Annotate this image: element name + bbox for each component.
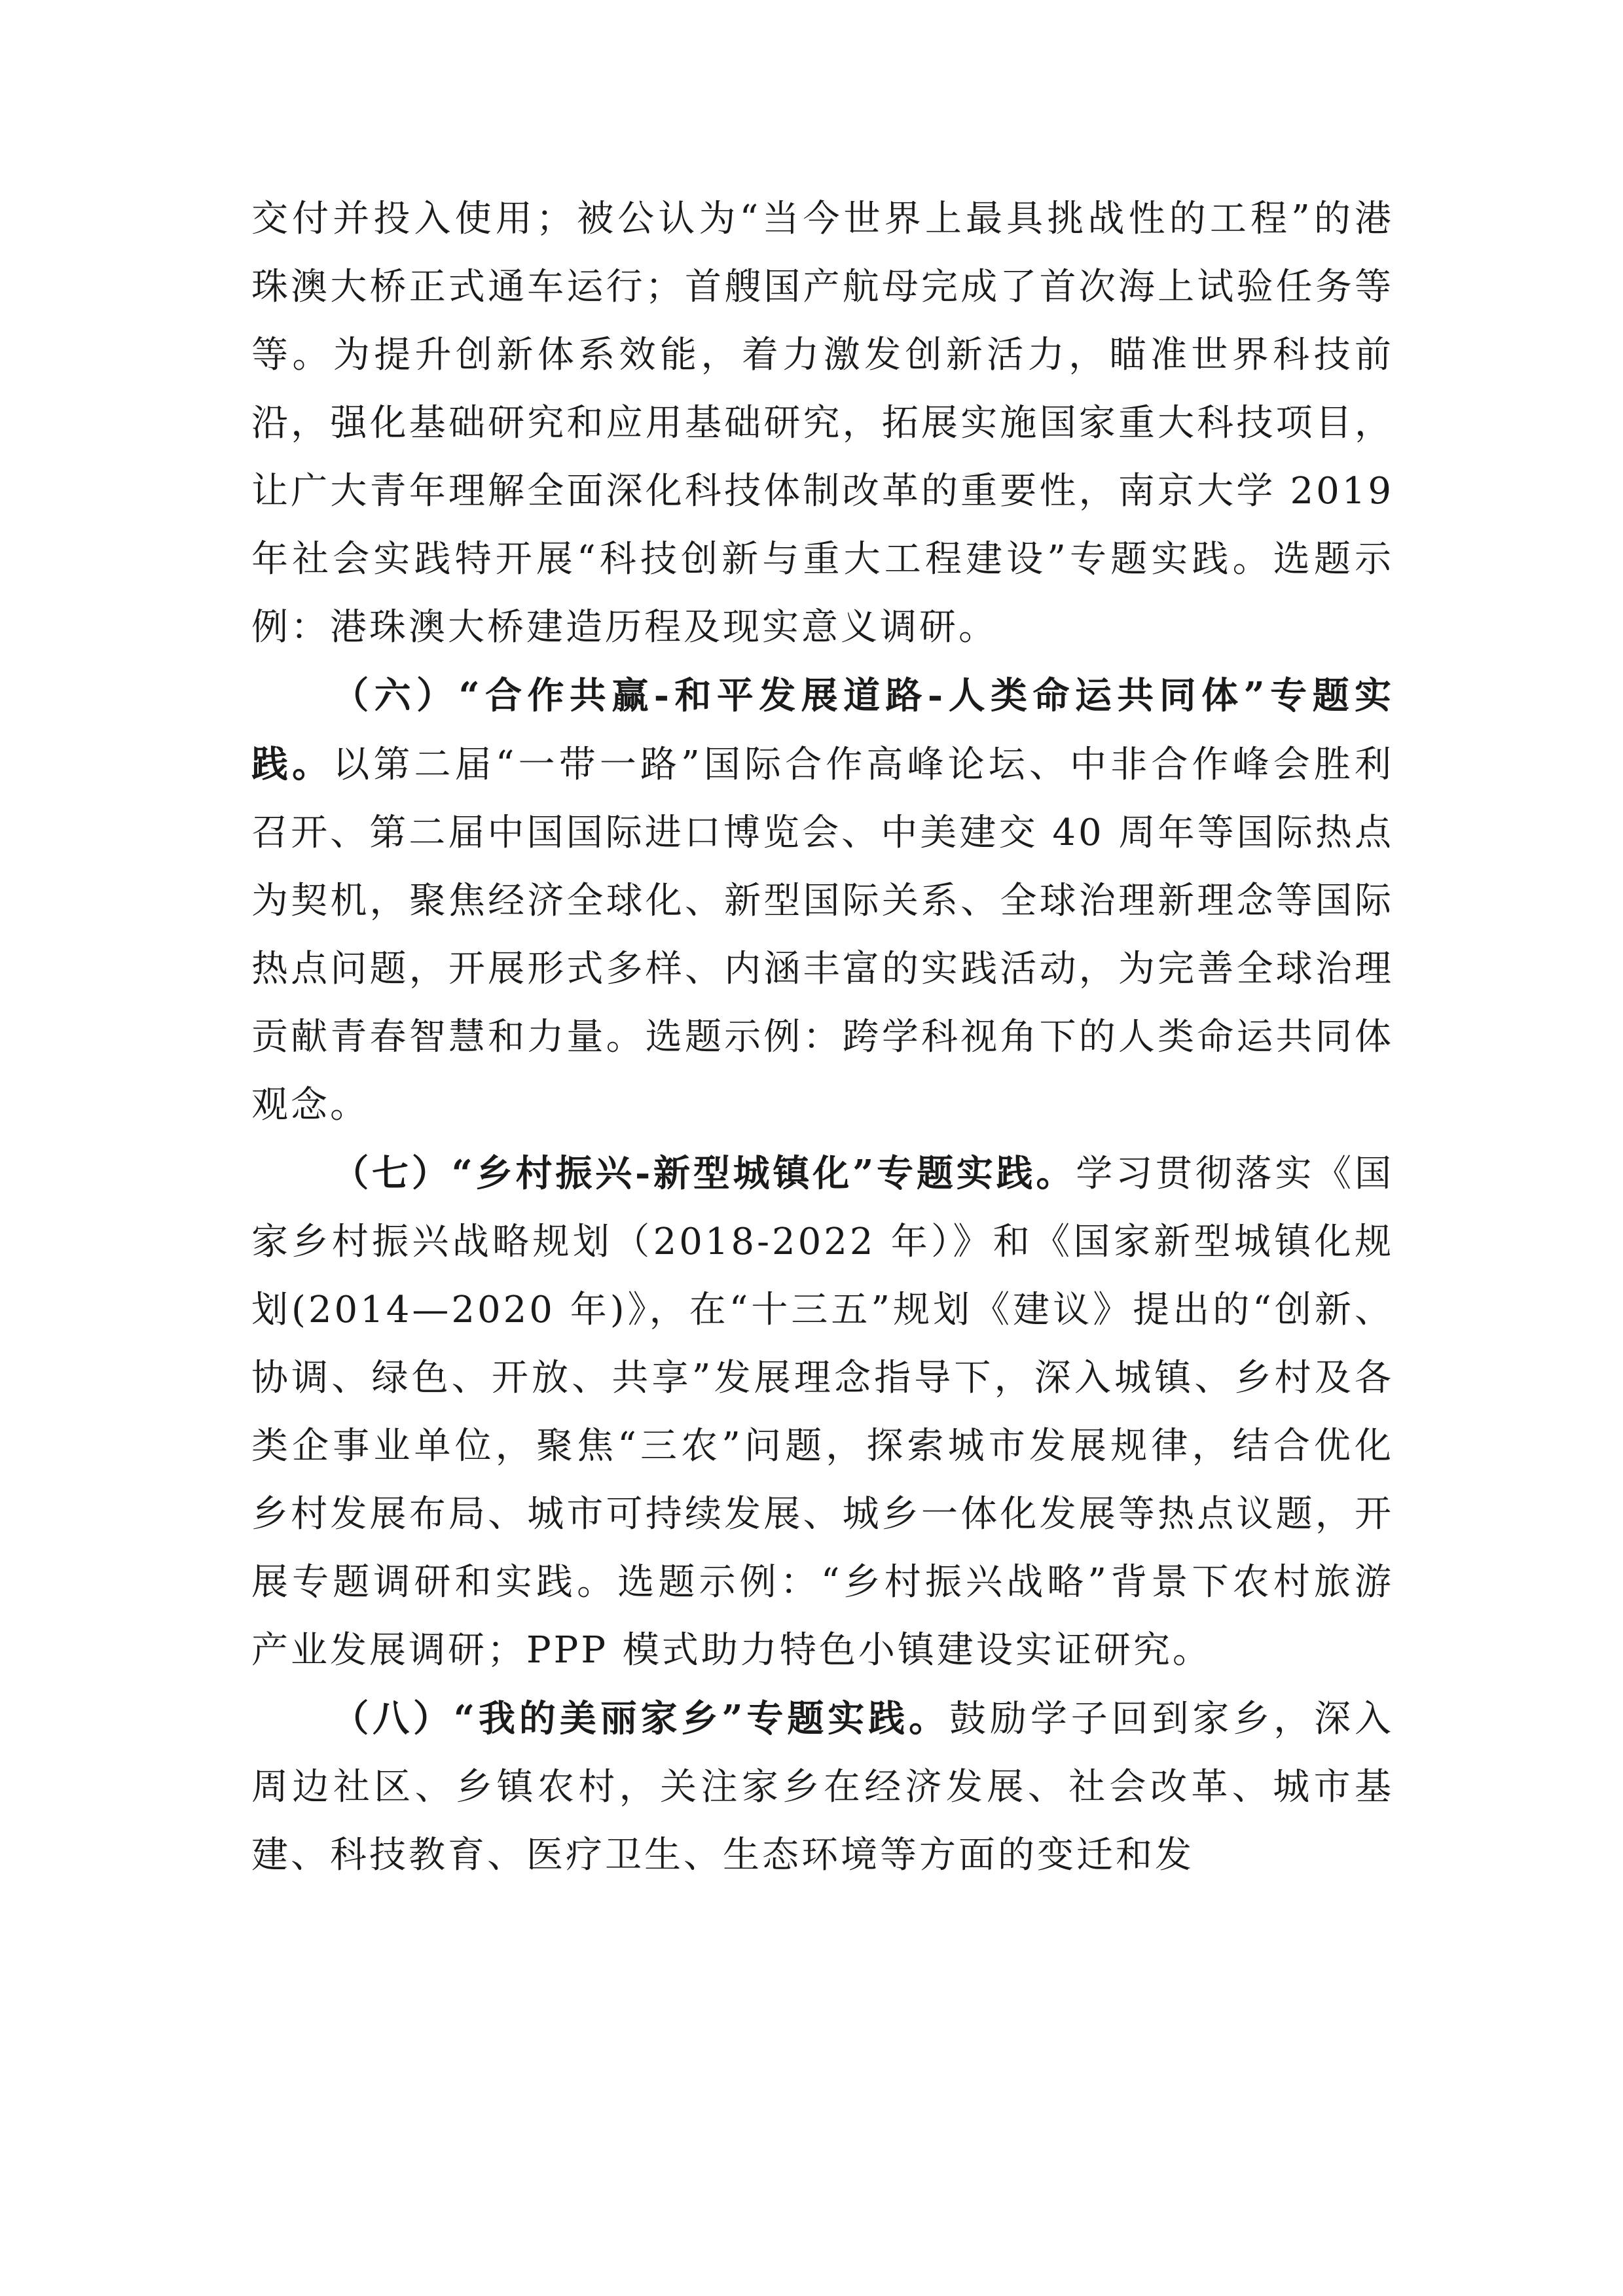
paragraph-text: 交付并投入使用；被公认为“当今世界上最具挑战性的工程”的港珠澳大桥正式通车运行；首艘国产航母完成了首次海上试验任务等等。为提升创新体系效能，着力激发创新活力，瞄准世界科技前沿，强化基础研究和应用基础研究，拓展实施国家重大科技项目，让广大青年理解全面深化科技体制改革的重要性，南京大学 2019 年社会实践特开展“科技创新与重大工程建设”专题实践。选题示例：港珠澳大桥建造历程及现实意义调研。 [251,198,1394,649]
paragraph-text: 以第二届“一带一路”国际合作高峰论坛、中非合作峰会胜利召开、第二届中国国际进口博览会、中美建交 40 周年等国际热点为契机，聚焦经济全球化、新型国际关系、全球治理新理念等国际热点问题，开展形式多样、内涵丰富的实践活动，为完善全球治理贡献青春智慧和力量。选题示例：跨学科视角下的人类命运共同体观念。 [251,744,1395,1126]
paragraph-text: 学习贯彻落实《国家乡村振兴战略规划（2018-2022 年）》和《国家新型城镇化规划(2014—2020 年)》，在“十三五”规划《建议》提出的“创新、协调、绿色、开放、共享”发展理念指导下，深入城镇、乡村及各类企事业单位，聚焦“三农”问题，探索城市发展规律，结合优化乡村发展布局、城市可持续发展、城乡一体化发展等热点议题，开展专题调研和实践。选题示例：“乡村振兴战略”背景下农村旅游产业发展调研；PPP 模式助力特色小镇建设实证研究。 [251,1153,1395,1672]
paragraph-continued [251,185,1394,662]
section-heading: （六）“合作共赢-和平发展道路-人类命运共同体”专题实践。 [251,674,1394,786]
paragraph-section-6 [251,662,1394,1139]
paragraph-section-7 [251,1139,1394,1685]
paragraph-section-8 [251,1685,1394,1890]
paragraph-text: 鼓励学子回到家乡，深入周边社区、乡镇农村，关注家乡在经济发展、社会改革、城市基建、科技教育、医疗卫生、生态环境等方面的变迁和发 [251,1698,1395,1876]
document-page [251,185,1394,1890]
section-heading: （八）“我的美丽家乡”专题实践。 [332,1697,950,1740]
section-heading: （七）“乡村振兴-新型城镇化”专题实践。 [332,1152,1076,1195]
